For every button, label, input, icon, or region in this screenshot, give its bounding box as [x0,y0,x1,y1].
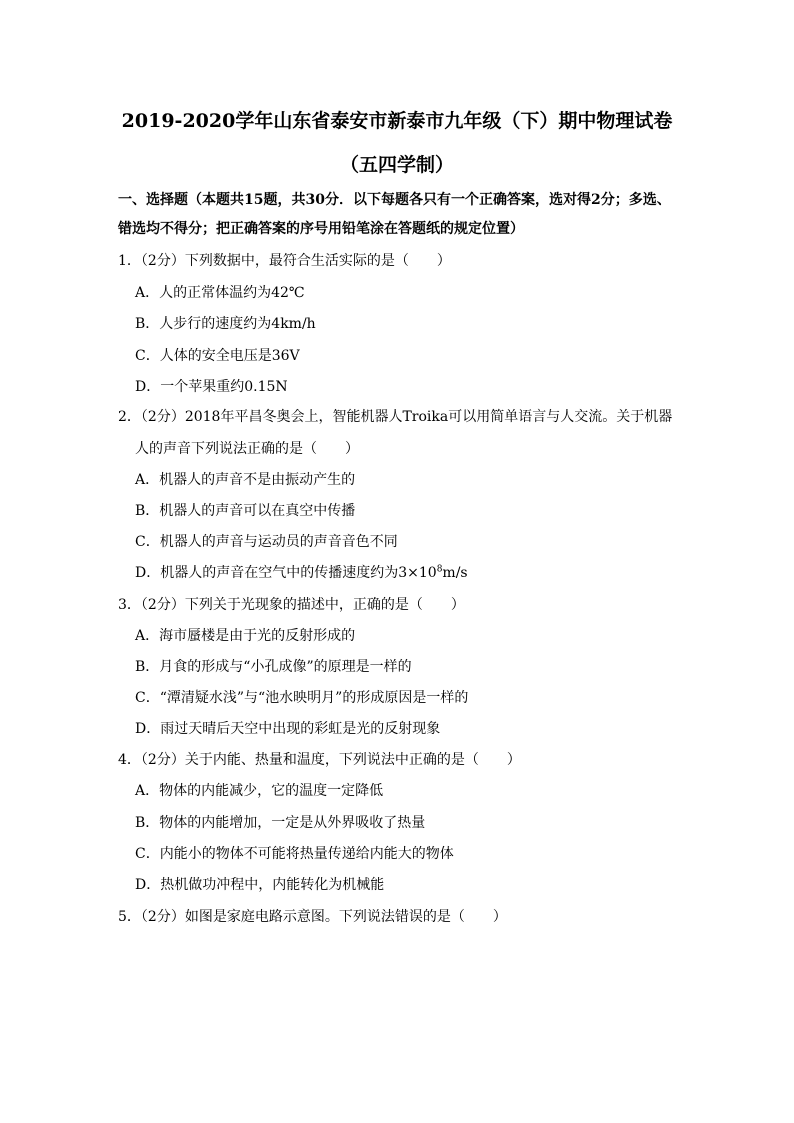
question-4-option-b: B．物体的内能增加，一定是从外界吸收了热量 [135,815,426,831]
option-d-suffix: m/s [442,565,468,581]
section-heading-line2: 错选均不得分；把正确答案的序号用铅笔涂在答题纸的规定位置） [118,221,524,237]
question-2-option-b: B．机器人的声音可以在真空中传播 [135,503,356,519]
question-3-option-d: D．雨过天晴后天空中出现的彩虹是光的反射现象 [135,721,441,737]
question-1-stem: 1．（2分）下列数据中，最符合生活实际的是（ ） [118,253,451,269]
question-4-option-c: C．内能小的物体不可能将热量传递给内能大的物体 [135,846,454,862]
question-1-option-b: B．人步行的速度约为4km/h [135,316,316,332]
question-4-option-a: A．物体的内能减少，它的温度一定降低 [135,783,384,799]
question-2-stem: 2．（2分）2018年平昌冬奥会上，智能机器人Troika可以用简单语言与人交流。关于机器 [118,409,673,425]
question-3-option-a: A．海市蜃楼是由于光的反射形成的 [135,628,356,644]
section-heading-line1: 一、选择题（本题共15题，共30分．以下每题各只有一个正确答案，选对得2分；多选、 [118,192,671,208]
question-1-option-d: D．一个苹果重约0.15N [135,379,288,395]
question-3-option-b: B．月食的形成与“小孔成像”的原理是一样的 [135,659,412,675]
exam-title: 2019-2020学年山东省泰安市新泰市九年级（下）期中物理试卷 [121,110,673,132]
question-4-option-d: D．热机做功冲程中，内能转化为机械能 [135,877,385,893]
question-2-option-c: C．机器人的声音与运动员的声音音色不同 [135,534,398,550]
question-1-option-c: C．人体的安全电压是36V [135,348,300,364]
question-2-option-a: A．机器人的声音不是由振动产生的 [135,472,356,488]
question-1-option-a: A．人的正常体温约为42℃ [135,285,305,301]
question-2-option-d [135,562,468,582]
question-5-stem: 5．（2分）如图是家庭电路示意图。下列说法错误的是（ ） [118,909,507,925]
question-3-option-c: C．“潭清疑水浅”与“池水映明月”的形成原因是一样的 [135,690,469,706]
question-2-stem-line2: 人的声音下列说法正确的是（ ） [135,441,359,457]
exam-subtitle: （五四学制） [339,154,454,176]
question-4-stem: 4．（2分）关于内能、热量和温度，下列说法中正确的是（ ） [118,752,521,768]
question-3-stem: 3．（2分）下列关于光现象的描述中，正确的是（ ） [118,597,465,613]
option-d-prefix: D．机器人的声音在空气中的传播速度约为3×10 [135,565,437,581]
option-d-exponent: 8 [436,564,443,575]
